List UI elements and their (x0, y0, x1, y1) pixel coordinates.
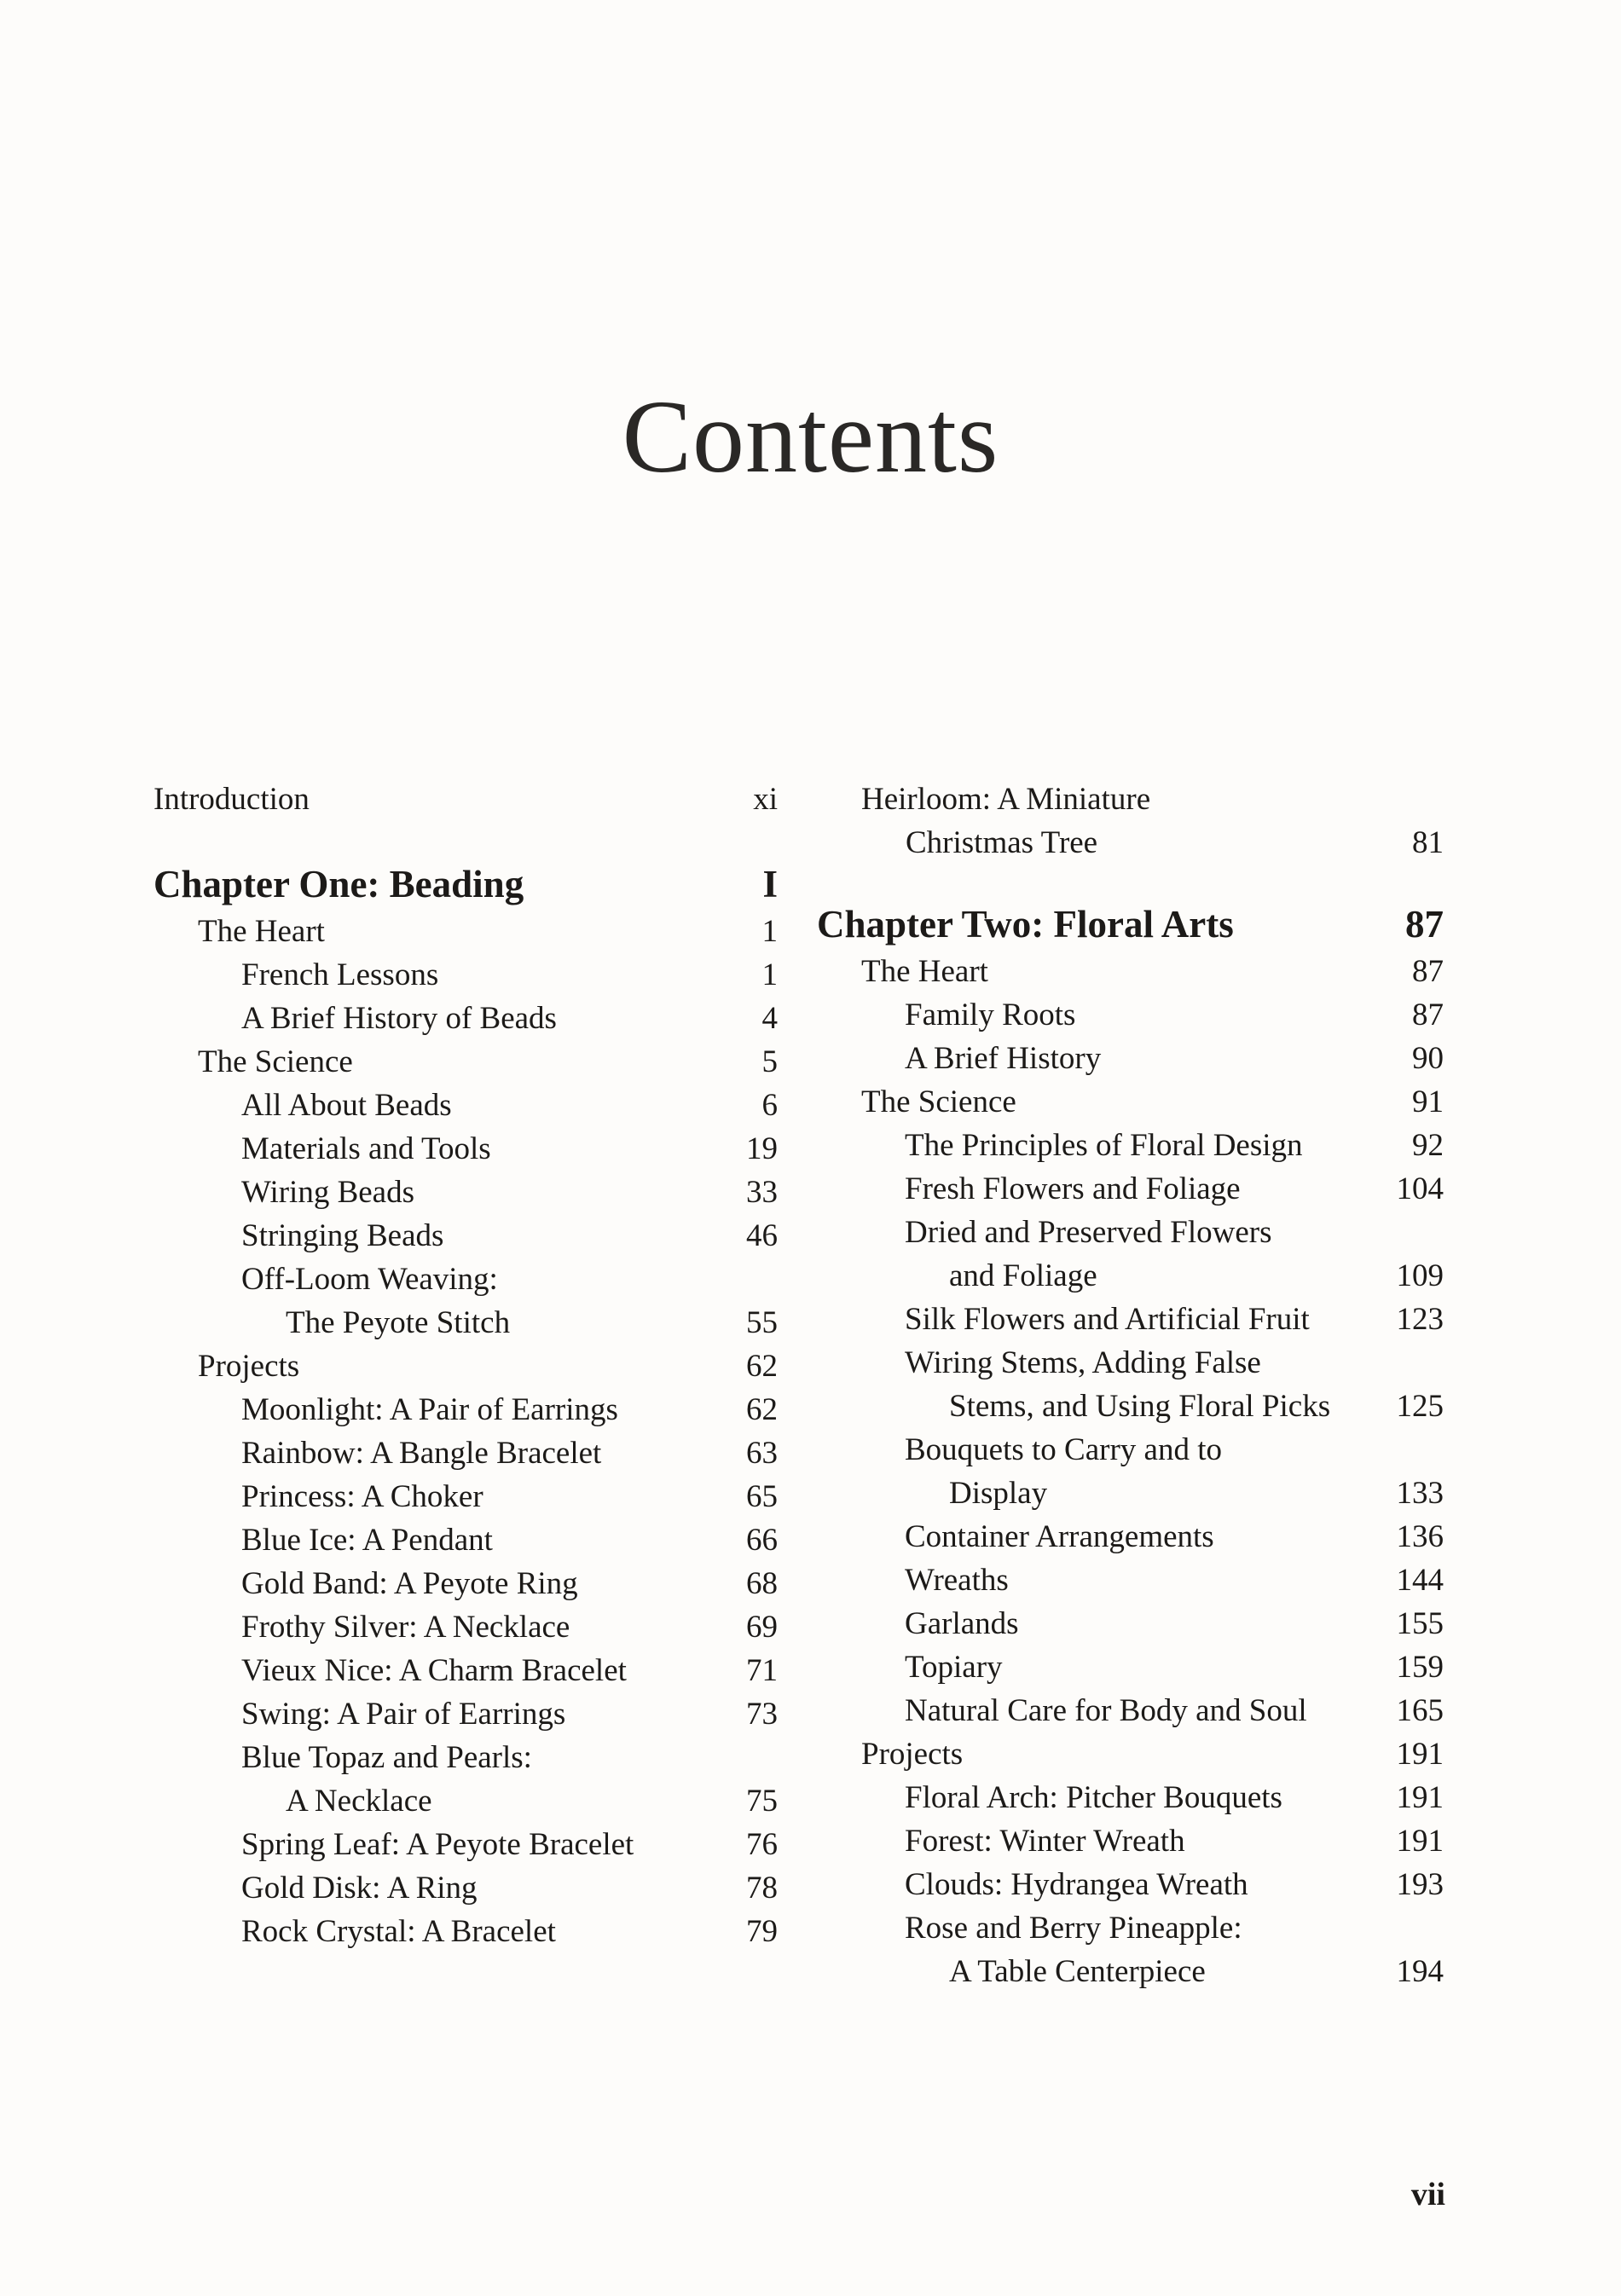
toc-entry[interactable] (905, 1559, 1444, 1602)
toc-entry-page: 159 (1396, 1650, 1444, 1685)
toc-entry-page: 104 (1396, 1171, 1444, 1206)
toc-entry-title: The Heart (861, 954, 988, 989)
toc-entry[interactable] (241, 1214, 778, 1258)
toc-entry-page: 65 (746, 1479, 778, 1514)
toc-chapter-page: 87 (1405, 903, 1444, 946)
toc-entry[interactable] (198, 1345, 778, 1388)
toc-entry[interactable] (241, 997, 778, 1040)
toc-entry[interactable] (241, 953, 778, 997)
toc-entry-title: Swing: A Pair of Earrings (241, 1697, 566, 1732)
toc-entry-title: All About Beads (241, 1088, 452, 1123)
toc-entry-title: The Science (861, 1084, 1016, 1119)
toc-entry-title: Floral Arch: Pitcher Bouquets (905, 1780, 1282, 1815)
toc-entry-title: A Brief History (905, 1041, 1102, 1076)
toc-entry-page: 123 (1396, 1302, 1444, 1337)
toc-entry-page: 1 (761, 957, 778, 992)
toc-entry-page: 191 (1396, 1824, 1444, 1859)
toc-entry-title: Wiring Beads (241, 1175, 414, 1210)
toc-entry-page: 144 (1396, 1563, 1444, 1598)
toc-entry[interactable] (905, 1298, 1444, 1341)
toc-chapter-one[interactable] (153, 859, 778, 910)
toc-entry-page: 125 (1396, 1389, 1444, 1424)
toc-entry-page: 109 (1396, 1258, 1444, 1293)
toc-entry-page: 33 (746, 1175, 778, 1210)
toc-entry-title: A Brief History of Beads (241, 1001, 557, 1036)
toc-entry-title-continued: A Table Centerpiece (949, 1954, 1206, 1989)
toc-entry-title-continued: Display (949, 1476, 1048, 1511)
toc-entry[interactable] (241, 1692, 778, 1736)
toc-entry-page: 66 (746, 1523, 778, 1558)
toc-entry-page: 81 (1412, 825, 1444, 860)
toc-entry[interactable] (241, 1171, 778, 1214)
toc-entry-page: 92 (1412, 1128, 1444, 1163)
page-number: vii (1410, 2177, 1445, 2212)
toc-entry-page: 91 (1412, 1084, 1444, 1119)
toc-entry-title: Rainbow: A Bangle Bracelet (241, 1436, 602, 1471)
toc-entry[interactable] (241, 1562, 778, 1605)
toc-entry[interactable] (905, 1037, 1444, 1080)
toc-entry-title: Gold Band: A Peyote Ring (241, 1566, 578, 1601)
toc-entry-page: 62 (746, 1349, 778, 1384)
toc-entry-title: Vieux Nice: A Charm Bracelet (241, 1653, 627, 1688)
contents-column-right (817, 778, 1444, 1993)
toc-entry[interactable] (241, 1910, 778, 1953)
toc-chapter-page: I (762, 863, 778, 905)
toc-entry-title: Silk Flowers and Artificial Fruit (905, 1302, 1310, 1337)
toc-entry-title: Materials and Tools (241, 1131, 491, 1166)
toc-entry[interactable] (241, 1736, 778, 1823)
toc-entry[interactable] (861, 950, 1444, 993)
toc-entry-title: Blue Topaz and Pearls: (241, 1740, 532, 1775)
toc-entry-page: 191 (1396, 1780, 1444, 1815)
toc-entry[interactable] (241, 1388, 778, 1431)
toc-entry-page: 71 (746, 1653, 778, 1688)
toc-entry[interactable] (905, 1776, 1444, 1819)
toc-entry[interactable] (905, 1124, 1444, 1167)
toc-entry-title: Projects (198, 1349, 300, 1384)
toc-entry-page: 4 (761, 1001, 778, 1036)
toc-entry-page: 73 (746, 1697, 778, 1732)
toc-entry-title-continued: Christmas Tree (906, 825, 1098, 860)
toc-entry-page: 55 (746, 1305, 778, 1340)
toc-entry[interactable] (905, 1515, 1444, 1559)
toc-entry-title: Stringing Beads (241, 1218, 444, 1253)
toc-entry-page: 136 (1396, 1519, 1444, 1554)
toc-entry[interactable] (861, 778, 1444, 865)
toc-entry-title: French Lessons (241, 957, 439, 992)
toc-entry-title: Clouds: Hydrangea Wreath (905, 1867, 1248, 1902)
toc-entry-page: 191 (1396, 1737, 1444, 1772)
page-title: Contents (622, 379, 999, 494)
toc-entry[interactable] (241, 1127, 778, 1171)
toc-entry[interactable] (905, 993, 1444, 1037)
toc-entry-page: 1 (761, 914, 778, 949)
toc-entry[interactable] (905, 1167, 1444, 1211)
toc-entry-page: 46 (746, 1218, 778, 1253)
toc-entry[interactable] (905, 1645, 1444, 1689)
toc-entry-title: Natural Care for Body and Soul (905, 1693, 1307, 1728)
toc-entry[interactable] (198, 910, 778, 953)
toc-entry-title: Family Roots (905, 998, 1076, 1032)
toc-entry-title: Heirloom: A Miniature (861, 782, 1151, 817)
toc-entry-title-continued: The Peyote Stitch (286, 1305, 511, 1340)
toc-entry[interactable] (905, 1602, 1444, 1645)
toc-entry-page: 79 (746, 1914, 778, 1949)
toc-entry-title: Introduction (153, 782, 310, 817)
toc-entry[interactable] (241, 1649, 778, 1692)
toc-entry-title: Princess: A Choker (241, 1479, 483, 1514)
toc-entry[interactable] (905, 1428, 1444, 1515)
toc-entry-page: 19 (746, 1131, 778, 1166)
toc-entry-page: 6 (761, 1088, 778, 1123)
toc-entry-page: 5 (761, 1044, 778, 1079)
toc-entry[interactable] (905, 1819, 1444, 1863)
toc-entry-title: Garlands (905, 1606, 1019, 1641)
toc-entry[interactable] (861, 1080, 1444, 1124)
contents-column-left (153, 778, 778, 1953)
toc-entry[interactable] (241, 1084, 778, 1127)
toc-entry-page: 68 (746, 1566, 778, 1601)
toc-chapter-title: Chapter Two: Floral Arts (817, 903, 1234, 946)
toc-entry-introduction[interactable] (153, 778, 778, 821)
toc-entry[interactable] (241, 1475, 778, 1518)
toc-entry-title: Blue Ice: A Pendant (241, 1523, 493, 1558)
toc-entry-title: Dried and Preserved Flowers (905, 1215, 1272, 1250)
toc-entry[interactable] (241, 1605, 778, 1649)
toc-entry-title: Projects (861, 1737, 964, 1772)
toc-entry[interactable] (241, 1518, 778, 1562)
toc-entry-page: xi (753, 782, 778, 817)
toc-entry[interactable] (905, 1906, 1444, 1993)
toc-entry-title: Container Arrangements (905, 1519, 1214, 1554)
toc-entry-title: Frothy Silver: A Necklace (241, 1610, 570, 1645)
toc-entry-page: 76 (746, 1827, 778, 1862)
toc-entry[interactable] (905, 1341, 1444, 1428)
toc-entry-title: The Science (198, 1044, 353, 1079)
toc-chapter-two[interactable] (817, 899, 1444, 950)
toc-entry[interactable] (198, 1040, 778, 1084)
toc-entry[interactable] (241, 1431, 778, 1475)
toc-entry-page: 87 (1412, 954, 1444, 989)
toc-chapter-title: Chapter One: Beading (153, 863, 524, 905)
toc-entry-page: 193 (1396, 1867, 1444, 1902)
toc-entry-page: 194 (1396, 1954, 1444, 1989)
toc-entry-page: 62 (746, 1392, 778, 1427)
toc-entry-page: 69 (746, 1610, 778, 1645)
toc-entry-page: 87 (1412, 998, 1444, 1032)
toc-entry[interactable] (241, 1866, 778, 1910)
toc-entry-title: Wiring Stems, Adding False (905, 1345, 1261, 1380)
toc-entry-page: 78 (746, 1871, 778, 1906)
toc-entry-title: Moonlight: A Pair of Earrings (241, 1392, 618, 1427)
toc-entry-title: Forest: Winter Wreath (905, 1824, 1185, 1859)
toc-entry-title: Fresh Flowers and Foliage (905, 1171, 1241, 1206)
toc-entry[interactable] (861, 1732, 1444, 1776)
toc-entry-title: The Principles of Floral Design (905, 1128, 1303, 1163)
toc-entry[interactable] (905, 1211, 1444, 1298)
toc-entry-title-continued: and Foliage (949, 1258, 1097, 1293)
toc-entry-title: Gold Disk: A Ring (241, 1871, 478, 1906)
toc-entry-page: 133 (1396, 1476, 1444, 1511)
toc-entry-page: 165 (1396, 1693, 1444, 1728)
toc-entry-title: Off-Loom Weaving: (241, 1262, 498, 1297)
toc-entry-title-continued: A Necklace (286, 1784, 432, 1819)
toc-entry[interactable] (905, 1863, 1444, 1906)
toc-entry[interactable] (241, 1258, 778, 1345)
toc-entry-title: Spring Leaf: A Peyote Bracelet (241, 1827, 634, 1862)
toc-entry-page: 63 (746, 1436, 778, 1471)
toc-entry-title: Rock Crystal: A Bracelet (241, 1914, 556, 1949)
toc-entry-title: Bouquets to Carry and to (905, 1432, 1223, 1467)
toc-entry-title: The Heart (198, 914, 325, 949)
toc-entry-page: 90 (1412, 1041, 1444, 1076)
toc-entry-page: 155 (1396, 1606, 1444, 1641)
toc-entry[interactable] (241, 1823, 778, 1866)
toc-entry-title: Rose and Berry Pineapple: (905, 1911, 1242, 1946)
toc-entry-title-continued: Stems, and Using Floral Picks (949, 1389, 1331, 1424)
toc-entry-page: 75 (746, 1784, 778, 1819)
toc-entry-title: Topiary (905, 1650, 1003, 1685)
toc-entry-title: Wreaths (905, 1563, 1009, 1598)
toc-entry[interactable] (905, 1689, 1444, 1732)
